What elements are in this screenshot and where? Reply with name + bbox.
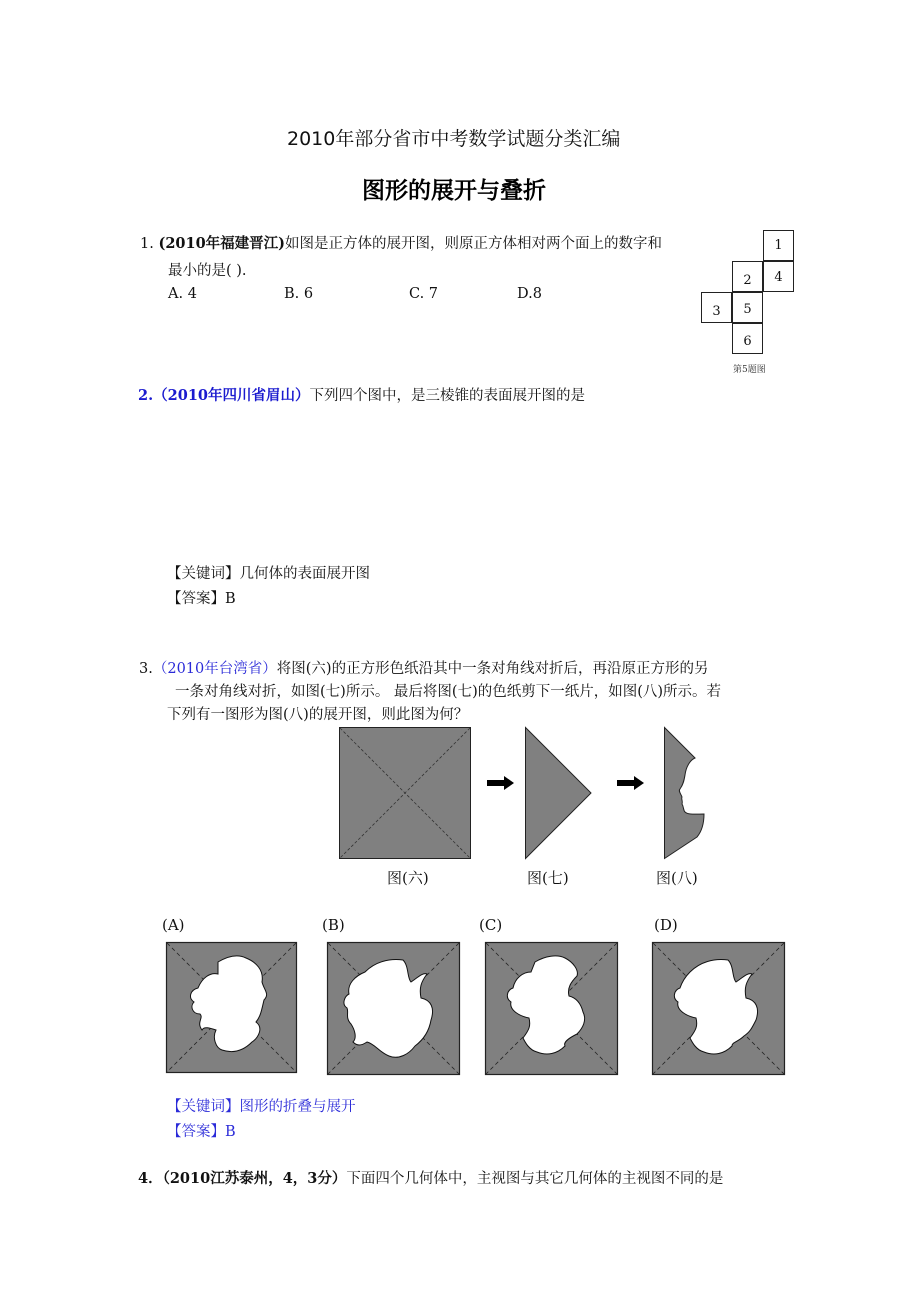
document-subtitle: 2010年部分省市中考数学试题分类汇编 [287,128,621,150]
q3-text-line3: 下列有一图形为图(八)的展开图，则此图为何？ [167,707,469,723]
q3-text-line2: 一条对角线对折，如图(七)所示。 最后将图(七)的色纸剪下一纸片，如图(八)所示。若 [175,684,722,700]
figure-caption: 第5题图 [733,365,766,375]
choice-b-label: (B) [322,916,345,934]
net-cell-4: 4 [763,261,794,292]
arrow-right-icon [617,776,645,790]
q3-keyword: 【关键词】图形的折叠与展开 [167,1099,356,1115]
choice-a-figure[interactable] [166,942,297,1073]
q1-text-line1: 如图是正方体的展开图，则原正方体相对两个面上的数字和 [285,236,663,252]
q1-number: 1. [140,236,154,252]
choice-a-label: (A) [162,916,185,934]
q2-keyword: 【关键词】几何体的表面展开图 [167,566,370,582]
q1-option-a: A. 4 [168,286,197,302]
net-cell-5: 5 [732,292,763,323]
figure-seven-label: 图(七) [527,869,569,887]
q3-source: （2010年台湾省） [152,661,277,677]
q3-text-line1: 将图(六)的正方形色纸沿其中一条对角线对折后，再沿原正方形的另 [276,661,709,677]
q1-line1 [140,234,662,254]
q3-answer: 【答案】B [167,1124,236,1140]
q2-text: 下列四个图中，是三棱锥的表面展开图的是 [309,388,585,404]
q2-source: 2.（2010年四川省眉山） [138,387,310,404]
q1-option-d: D.8 [517,286,542,302]
q4-line [138,1169,723,1189]
net-cell-6: 6 [732,323,763,354]
q2-line [138,386,585,406]
q1-option-c: C. 7 [409,286,439,302]
choice-c-figure[interactable] [485,942,618,1075]
figure-eight-cut-shape [664,727,708,859]
q1-source: (2010年福建晋江) [158,235,286,252]
q4-text: 下面四个几何体中，主视图与其它几何体的主视图不同的是 [346,1171,724,1187]
q2-answer: 【答案】B [167,591,236,607]
net-cell-2: 2 [732,261,763,292]
q3-line1 [139,659,709,679]
choice-d-label: (D) [654,916,678,934]
q1-option-b: B. 6 [284,286,314,302]
arrow-right-icon [487,776,515,790]
document-title: 图形的展开与叠折 [362,178,546,204]
choice-c-label: (C) [479,916,503,934]
net-cell-3: 3 [701,292,732,323]
figure-seven-triangle [525,727,593,859]
choice-d-figure[interactable] [652,942,785,1075]
q3-number: 3. [139,661,153,677]
net-cell-1: 1 [763,230,794,261]
q1-text-line2: 最小的是( ). [168,263,247,279]
figure-eight-label: 图(八) [656,869,698,887]
figure-six-label: 图(六) [387,869,429,887]
q4-source: 4．（2010江苏泰州，4，3分） [138,1170,347,1187]
choice-b-figure[interactable] [327,942,460,1075]
figure-six-square [339,727,471,859]
